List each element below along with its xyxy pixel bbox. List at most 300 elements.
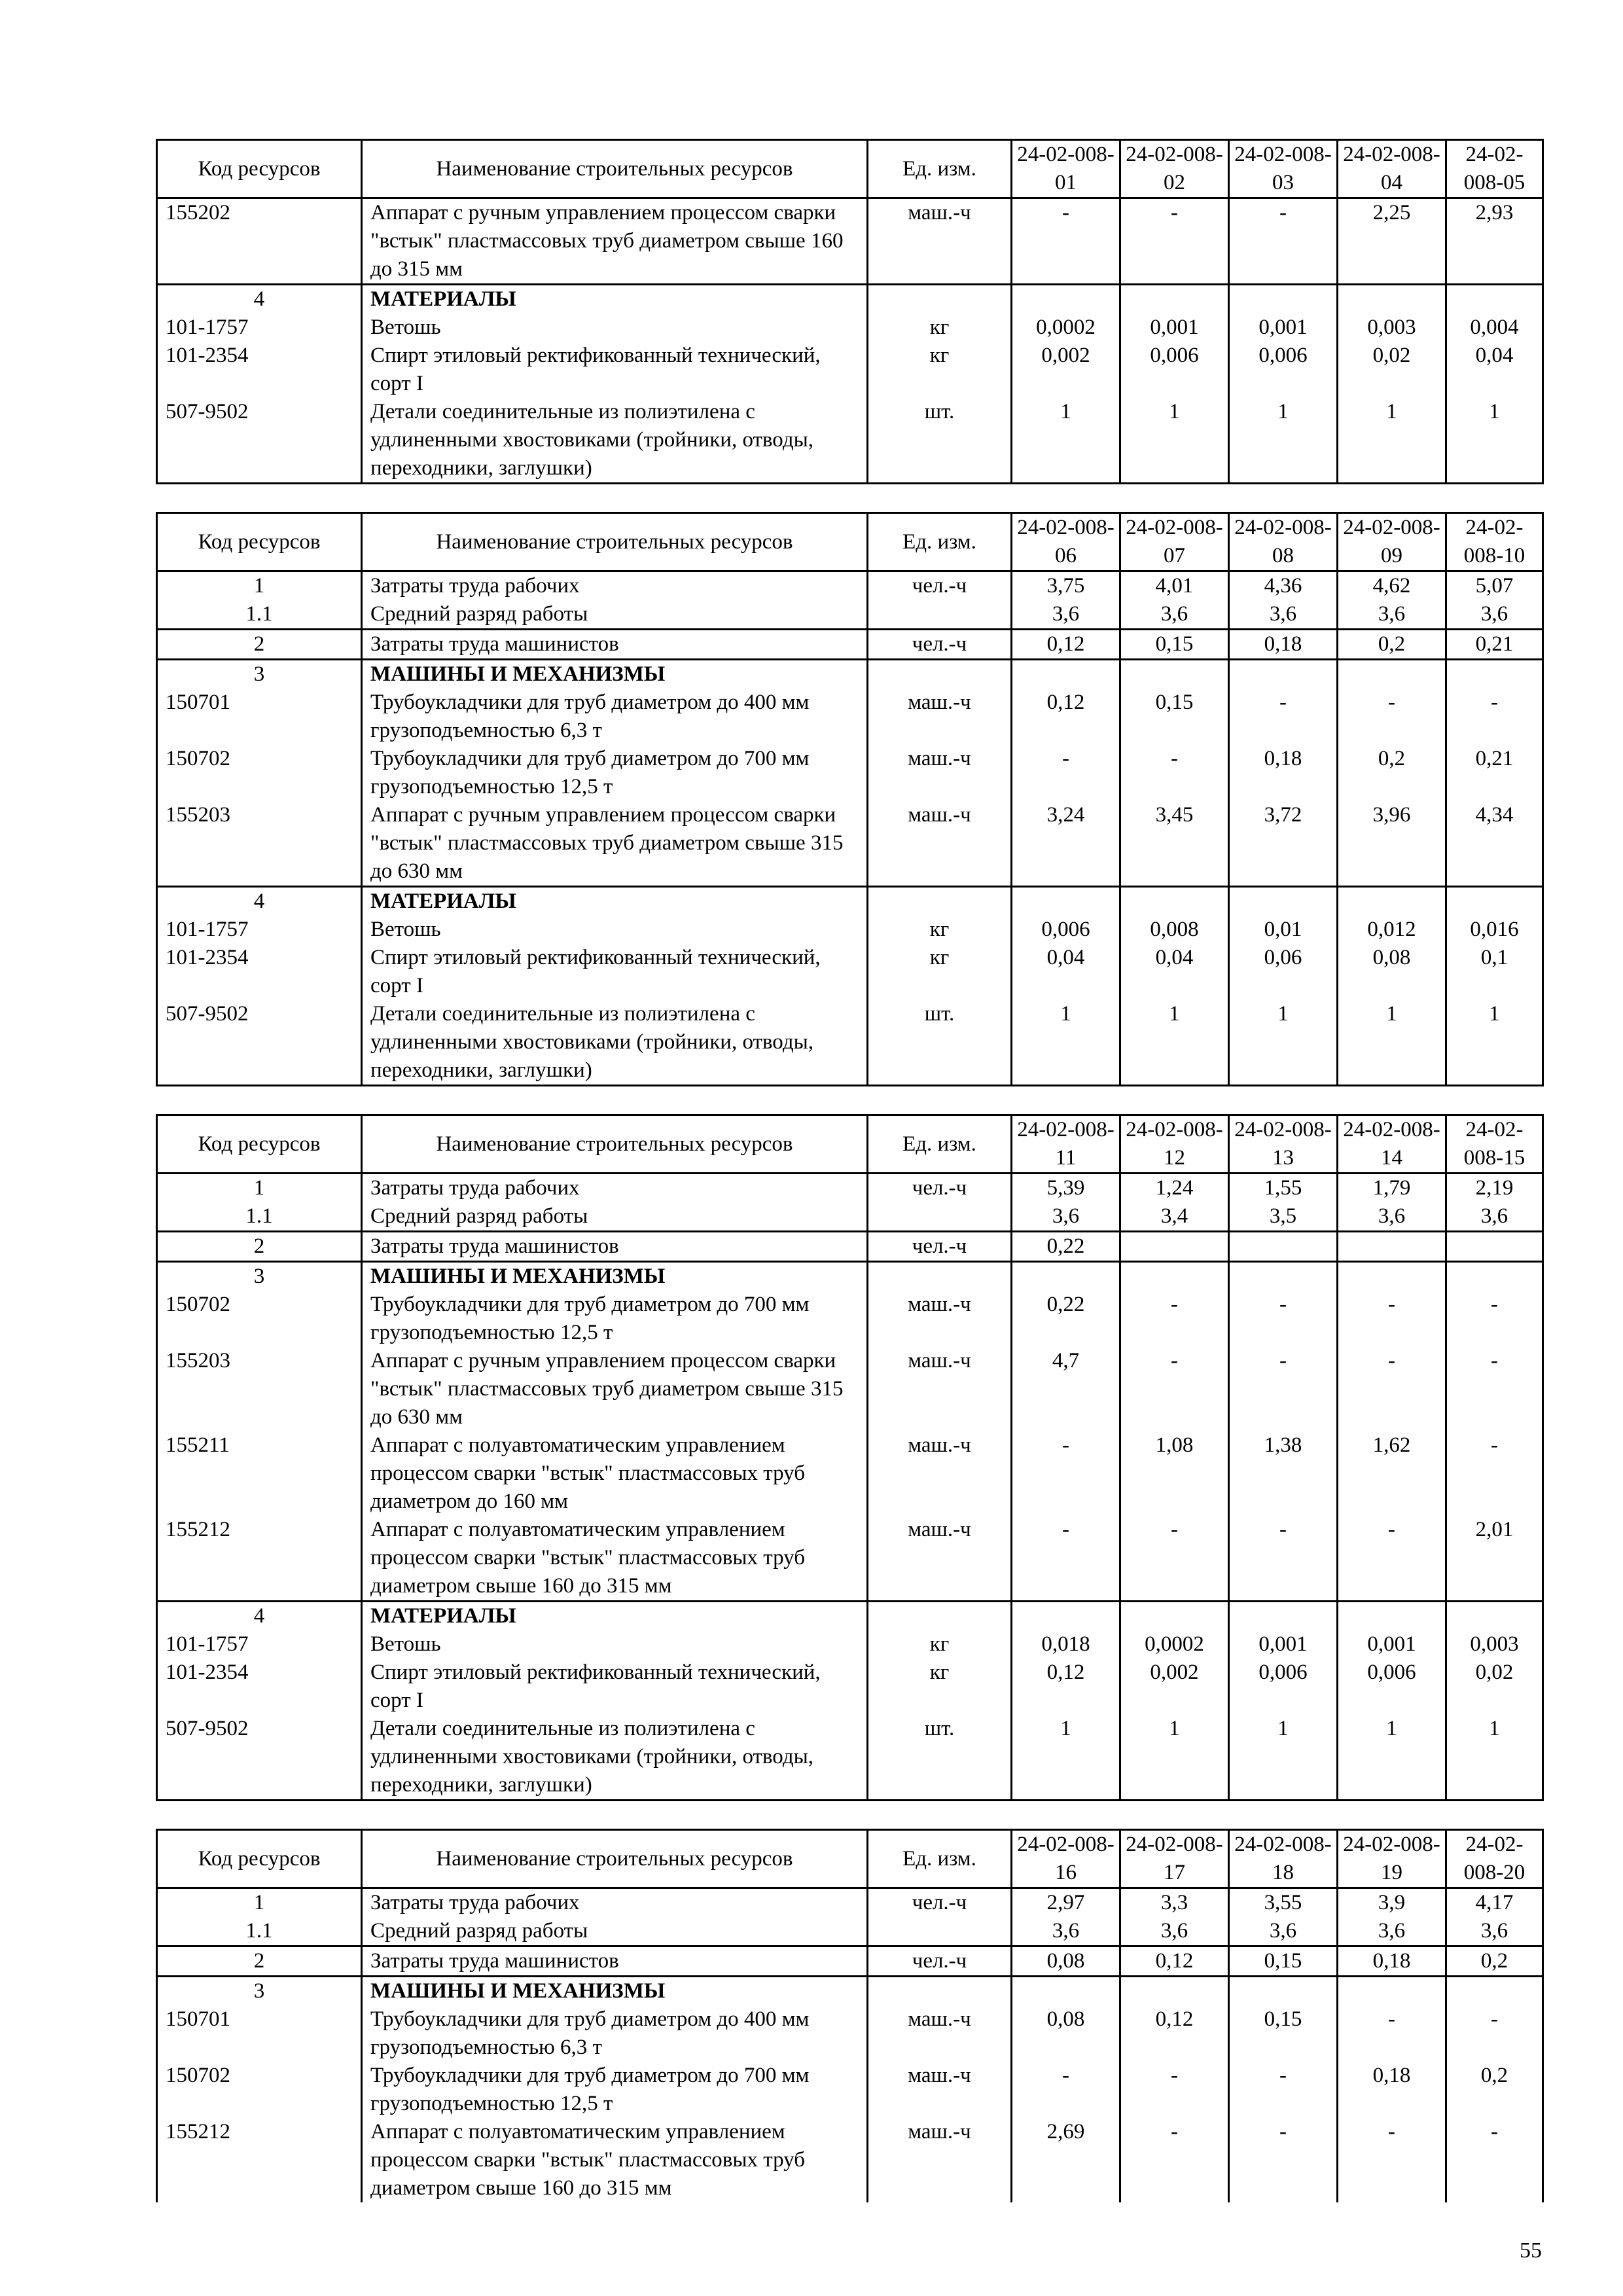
resource-value: - [1338, 1291, 1446, 1347]
resource-value: 3,75 [1012, 571, 1120, 601]
resource-value: 0,12 [1012, 630, 1120, 660]
resource-name: Ветошь [362, 1630, 868, 1659]
table-row [157, 660, 1543, 689]
resource-unit [868, 1977, 1012, 2006]
resource-value: 0,0002 [1012, 314, 1120, 342]
header-unit: Ед. изм. [868, 1830, 1012, 1888]
resource-value: 0,001 [1120, 314, 1229, 342]
resource-value: 1,24 [1120, 1174, 1229, 1203]
resource-value: 5,39 [1012, 1174, 1120, 1203]
resource-value: 1,79 [1338, 1174, 1446, 1203]
resource-value: 0,006 [1012, 916, 1120, 944]
resource-value: 4,7 [1012, 1347, 1120, 1431]
resource-name: Спирт этиловый ректификованный технический, сорт I [362, 342, 868, 398]
resource-value: 0,002 [1120, 1659, 1229, 1715]
resource-value: 3,24 [1012, 801, 1120, 887]
resource-value: 0,2 [1338, 745, 1446, 801]
table-row [157, 916, 1543, 944]
resource-name: Аппарат с ручным управлением процессом сварки "встык" пластмассовых труб диаметром свыше 315 до 630 мм [362, 1347, 868, 1431]
resource-value: - [1446, 1291, 1543, 1347]
resource-unit: кг [868, 1659, 1012, 1715]
header-unit: Ед. изм. [868, 1115, 1012, 1174]
resource-value: 0,003 [1338, 314, 1446, 342]
header-name: Наименование строительных ресурсов [362, 513, 868, 571]
resource-value: 0,2 [1446, 2062, 1543, 2118]
table-row [157, 2062, 1543, 2118]
resource-value [1229, 1977, 1338, 2006]
resource-value: 0,21 [1446, 630, 1543, 660]
resource-name: МАТЕРИАЛЫ [362, 1602, 868, 1631]
table-row [157, 1202, 1543, 1232]
resource-value [1338, 1602, 1446, 1631]
resource-value: 0,22 [1012, 1291, 1120, 1347]
resource-code: 507-9502 [157, 1000, 362, 1086]
resource-unit: маш.-ч [868, 2118, 1012, 2202]
table-row [157, 1659, 1543, 1715]
resource-value: 1 [1120, 1715, 1229, 1801]
resource-value: 0,12 [1012, 689, 1120, 745]
resource-value: 0,1 [1446, 944, 1543, 1000]
resource-unit: маш.-ч [868, 2005, 1012, 2062]
resource-unit: шт. [868, 398, 1012, 484]
table-row [157, 1347, 1543, 1431]
table-row [157, 944, 1543, 1000]
resource-value: 1 [1012, 1715, 1120, 1801]
resource-unit: чел.-ч [868, 1888, 1012, 1918]
resource-table [156, 1829, 1544, 2202]
table-row [157, 285, 1543, 314]
resource-value: - [1120, 1291, 1229, 1347]
table-row [157, 1946, 1543, 1977]
resource-code: 1.1 [157, 600, 362, 630]
resource-value [1338, 887, 1446, 916]
resource-code: 1.1 [157, 1202, 362, 1232]
header-norm-code: 24-02-008-13 [1229, 1115, 1338, 1174]
resource-unit: кг [868, 342, 1012, 398]
resource-value: 0,04 [1446, 342, 1543, 398]
table-row [157, 2118, 1543, 2202]
table-row [157, 314, 1543, 342]
resource-unit [868, 887, 1012, 916]
resource-table [156, 139, 1544, 484]
resource-value: - [1120, 1516, 1229, 1602]
resource-unit: маш.-ч [868, 801, 1012, 887]
resource-value [1120, 660, 1229, 689]
resource-value [1012, 285, 1120, 314]
header-norm-code: 24-02-008-19 [1338, 1830, 1446, 1888]
header-code: Код ресурсов [157, 1115, 362, 1174]
resource-name: Спирт этиловый ректификованный технический, сорт I [362, 944, 868, 1000]
resource-name: Трубоукладчики для труб диаметром до 700 мм грузоподъемностью 12,5 т [362, 1291, 868, 1347]
resource-value: 0,018 [1012, 1630, 1120, 1659]
resource-value: 0,15 [1120, 689, 1229, 745]
resource-value: 5,07 [1446, 571, 1543, 601]
resource-value: 2,93 [1446, 198, 1543, 285]
resource-value: 1,08 [1120, 1431, 1229, 1516]
resource-value: 3,72 [1229, 801, 1338, 887]
resource-value: 0,06 [1229, 944, 1338, 1000]
resource-value: 1 [1229, 1000, 1338, 1086]
resource-name: Затраты труда рабочих [362, 571, 868, 601]
resource-value: 0,2 [1338, 630, 1446, 660]
resource-code: 150701 [157, 689, 362, 745]
resource-value: 0,12 [1012, 1659, 1120, 1715]
resource-value: - [1338, 2118, 1446, 2202]
resource-name: Средний разряд работы [362, 1917, 868, 1946]
resource-value [1446, 285, 1543, 314]
header-norm-code: 24-02-008-07 [1120, 513, 1229, 571]
resource-value: 1 [1338, 1000, 1446, 1086]
resource-value: 3,6 [1012, 600, 1120, 630]
table-row [157, 1888, 1543, 1918]
resource-name: Средний разряд работы [362, 1202, 868, 1232]
resource-code: 150702 [157, 2062, 362, 2118]
resource-value: 1 [1446, 398, 1543, 484]
resource-unit [868, 1602, 1012, 1631]
resource-value: - [1446, 1431, 1543, 1516]
resource-unit: маш.-ч [868, 1347, 1012, 1431]
resource-value: - [1229, 1347, 1338, 1431]
resource-value: 0,001 [1338, 1630, 1446, 1659]
resource-value: - [1446, 2118, 1543, 2202]
resource-unit: маш.-ч [868, 1516, 1012, 1602]
resource-name: Аппарат с полуавтоматическим управлением процессом сварки "встык" пластмассовых труб диаметром свыше 160 до 315 мм [362, 1516, 868, 1602]
header-name: Наименование строительных ресурсов [362, 140, 868, 198]
resource-value: - [1229, 198, 1338, 285]
resource-code: 3 [157, 1262, 362, 1291]
resource-value: 0,08 [1338, 944, 1446, 1000]
resource-value [1012, 660, 1120, 689]
resource-code: 4 [157, 285, 362, 314]
resource-name: МАТЕРИАЛЫ [362, 285, 868, 314]
resource-value: 3,6 [1012, 1917, 1120, 1946]
resource-name: МАШИНЫ И МЕХАНИЗМЫ [362, 660, 868, 689]
resource-value: 0,08 [1012, 1946, 1120, 1977]
resource-value: - [1446, 689, 1543, 745]
resource-code: 101-2354 [157, 1659, 362, 1715]
resource-name: Детали соединительные из полиэтилена с удлиненными хвостовиками (тройники, отводы, переходники, заглушки) [362, 1715, 868, 1801]
resource-code: 1 [157, 571, 362, 601]
resource-value: 0,006 [1229, 1659, 1338, 1715]
resource-value: - [1338, 1347, 1446, 1431]
table-row [157, 1602, 1543, 1631]
header-norm-code: 24-02-008-18 [1229, 1830, 1338, 1888]
table-row [157, 745, 1543, 801]
table-row [157, 342, 1543, 398]
resource-value: 0,006 [1338, 1659, 1446, 1715]
header-code: Код ресурсов [157, 140, 362, 198]
resource-value: - [1229, 1291, 1338, 1347]
resource-value: - [1229, 1516, 1338, 1602]
resource-code: 101-2354 [157, 342, 362, 398]
resource-value [1120, 285, 1229, 314]
resource-value: 1 [1446, 1000, 1543, 1086]
header-norm-code: 24-02-008-17 [1120, 1830, 1229, 1888]
resource-unit [868, 1917, 1012, 1946]
resource-value: 1 [1120, 1000, 1229, 1086]
resource-name: Затраты труда рабочих [362, 1888, 868, 1918]
resource-value: 1 [1338, 398, 1446, 484]
resource-value [1338, 285, 1446, 314]
resource-value: 3,6 [1446, 600, 1543, 630]
header-unit: Ед. изм. [868, 513, 1012, 571]
resource-value: 3,9 [1338, 1888, 1446, 1918]
table-row [157, 571, 1543, 601]
table-header-row [157, 1115, 1543, 1174]
resource-unit: маш.-ч [868, 198, 1012, 285]
resource-code: 1 [157, 1174, 362, 1203]
resource-value: 1 [1338, 1715, 1446, 1801]
resource-unit: шт. [868, 1000, 1012, 1086]
resource-tables [156, 139, 1542, 2230]
header-norm-code: 24-02-008-04 [1338, 140, 1446, 198]
resource-value: - [1229, 2118, 1338, 2202]
resource-value: 3,5 [1229, 1202, 1338, 1232]
resource-unit: кг [868, 944, 1012, 1000]
resource-value: 0,15 [1229, 1946, 1338, 1977]
resource-value [1120, 1977, 1229, 2006]
resource-unit [868, 1262, 1012, 1291]
header-norm-code: 24-02-008-01 [1012, 140, 1120, 198]
resource-unit: кг [868, 314, 1012, 342]
resource-value: 2,69 [1012, 2118, 1120, 2202]
resource-code: 155203 [157, 1347, 362, 1431]
resource-name: МАТЕРИАЛЫ [362, 887, 868, 916]
resource-code: 155211 [157, 1431, 362, 1516]
header-norm-code: 24-02-008-12 [1120, 1115, 1229, 1174]
resource-value [1012, 887, 1120, 916]
resource-value: 0,04 [1012, 944, 1120, 1000]
table-header-row [157, 1830, 1543, 1888]
resource-value [1229, 660, 1338, 689]
resource-code: 3 [157, 660, 362, 689]
resource-name: Затраты труда машинистов [362, 630, 868, 660]
resource-value [1229, 887, 1338, 916]
resource-unit: чел.-ч [868, 1174, 1012, 1203]
resource-value: - [1012, 745, 1120, 801]
resource-value: 4,17 [1446, 1888, 1543, 1918]
header-norm-code: 24-02-008-09 [1338, 513, 1446, 571]
resource-value [1338, 1232, 1446, 1262]
resource-value: 4,34 [1446, 801, 1543, 887]
resource-name: Аппарат с ручным управлением процессом сварки "встык" пластмассовых труб диаметром свыше 160 до 315 мм [362, 198, 868, 285]
header-norm-code: 24-02-008-11 [1012, 1115, 1120, 1174]
resource-value: 0,003 [1446, 1630, 1543, 1659]
resource-value: 0,18 [1229, 630, 1338, 660]
resource-unit: чел.-ч [868, 1232, 1012, 1262]
resource-value: - [1338, 1516, 1446, 1602]
resource-code: 1 [157, 1888, 362, 1918]
resource-value: 0,18 [1338, 2062, 1446, 2118]
resource-code: 155212 [157, 1516, 362, 1602]
resource-value [1229, 1602, 1338, 1631]
table-row [157, 1000, 1543, 1086]
resource-value: - [1338, 689, 1446, 745]
header-norm-code: 24-02-008-05 [1446, 140, 1543, 198]
resource-value [1446, 660, 1543, 689]
resource-value [1338, 1977, 1446, 2006]
resource-value: 3,45 [1120, 801, 1229, 887]
resource-code: 155203 [157, 801, 362, 887]
resource-name: Аппарат с ручным управлением процессом сварки "встык" пластмассовых труб диаметром свыше 315 до 630 мм [362, 801, 868, 887]
resource-value: 0,012 [1338, 916, 1446, 944]
header-name: Наименование строительных ресурсов [362, 1830, 868, 1888]
resource-unit: маш.-ч [868, 1431, 1012, 1516]
resource-value: 0,016 [1446, 916, 1543, 944]
resource-value: 2,01 [1446, 1516, 1543, 1602]
resource-unit: кг [868, 1630, 1012, 1659]
resource-value: 0,001 [1229, 314, 1338, 342]
resource-value: 1,38 [1229, 1431, 1338, 1516]
resource-code: 101-1757 [157, 314, 362, 342]
resource-name: МАШИНЫ И МЕХАНИЗМЫ [362, 1262, 868, 1291]
resource-value [1446, 887, 1543, 916]
resource-value: 1 [1012, 398, 1120, 484]
header-norm-code: 24-02-008-03 [1229, 140, 1338, 198]
resource-value: 4,01 [1120, 571, 1229, 601]
resource-value [1446, 1232, 1543, 1262]
resource-code: 101-1757 [157, 916, 362, 944]
header-norm-code: 24-02-008-20 [1446, 1830, 1543, 1888]
resource-unit: чел.-ч [868, 630, 1012, 660]
header-norm-code: 24-02-008-16 [1012, 1830, 1120, 1888]
resource-unit: чел.-ч [868, 1946, 1012, 1977]
resource-name: МАШИНЫ И МЕХАНИЗМЫ [362, 1977, 868, 2006]
resource-code: 155202 [157, 198, 362, 285]
table-row [157, 689, 1543, 745]
resource-value [1229, 285, 1338, 314]
resource-value: 2,25 [1338, 198, 1446, 285]
resource-unit: чел.-ч [868, 571, 1012, 601]
resource-name: Затраты труда машинистов [362, 1946, 868, 1977]
resource-value: 0,001 [1229, 1630, 1338, 1659]
resource-table [156, 512, 1544, 1086]
resource-value: 1 [1446, 1715, 1543, 1801]
table-row [157, 600, 1543, 630]
resource-value: 0,12 [1120, 1946, 1229, 1977]
resource-code: 150701 [157, 2005, 362, 2062]
resource-name: Средний разряд работы [362, 600, 868, 630]
resource-value: - [1338, 2005, 1446, 2062]
resource-value: 1 [1229, 398, 1338, 484]
resource-unit: маш.-ч [868, 689, 1012, 745]
resource-value: - [1229, 689, 1338, 745]
table-row [157, 1977, 1543, 2006]
resource-value [1012, 1977, 1120, 2006]
resource-unit: маш.-ч [868, 1291, 1012, 1347]
resource-value: 0,12 [1120, 2005, 1229, 2062]
resource-value: 0,02 [1338, 342, 1446, 398]
header-norm-code: 24-02-008-14 [1338, 1115, 1446, 1174]
resource-code: 150702 [157, 745, 362, 801]
resource-code: 155212 [157, 2118, 362, 2202]
resource-value: 2,19 [1446, 1174, 1543, 1203]
resource-value: - [1120, 2062, 1229, 2118]
table-row [157, 887, 1543, 916]
header-norm-code: 24-02-008-08 [1229, 513, 1338, 571]
resource-name: Ветошь [362, 314, 868, 342]
resource-unit: маш.-ч [868, 2062, 1012, 2118]
resource-value [1338, 1262, 1446, 1291]
resource-value: 0,15 [1120, 630, 1229, 660]
page-number: 55 [1520, 2238, 1542, 2263]
resource-name: Ветошь [362, 916, 868, 944]
header-norm-code: 24-02-008-06 [1012, 513, 1120, 571]
table-row [157, 1715, 1543, 1801]
resource-value: - [1012, 1431, 1120, 1516]
resource-value: 3,96 [1338, 801, 1446, 887]
resource-value: - [1012, 1516, 1120, 1602]
resource-value [1120, 1262, 1229, 1291]
resource-value [1229, 1262, 1338, 1291]
resource-code: 4 [157, 1602, 362, 1631]
table-row [157, 1917, 1543, 1946]
resource-value: 3,6 [1338, 1917, 1446, 1946]
resource-value: 0,004 [1446, 314, 1543, 342]
table-row [157, 1262, 1543, 1291]
resource-code: 4 [157, 887, 362, 916]
resource-value: 3,6 [1120, 600, 1229, 630]
header-name: Наименование строительных ресурсов [362, 1115, 868, 1174]
table-row [157, 1516, 1543, 1602]
resource-value [1012, 1262, 1120, 1291]
resource-code: 3 [157, 1977, 362, 2006]
resource-code: 101-1757 [157, 1630, 362, 1659]
table-row [157, 801, 1543, 887]
resource-value: 0,04 [1120, 944, 1229, 1000]
resource-value: 0,008 [1120, 916, 1229, 944]
header-code: Код ресурсов [157, 513, 362, 571]
resource-value [1446, 1602, 1543, 1631]
resource-unit [868, 1202, 1012, 1232]
table-header-row [157, 513, 1543, 571]
table-row [157, 2005, 1543, 2062]
resource-code: 101-2354 [157, 944, 362, 1000]
resource-value: 3,6 [1446, 1917, 1543, 1946]
resource-value: 3,6 [1338, 600, 1446, 630]
resource-value [1120, 1602, 1229, 1631]
resource-name: Трубоукладчики для труб диаметром до 400 мм грузоподъемностью 6,3 т [362, 689, 868, 745]
table-header-row [157, 140, 1543, 198]
resource-value: 3,6 [1229, 1917, 1338, 1946]
resource-unit: маш.-ч [868, 745, 1012, 801]
table-row [157, 1630, 1543, 1659]
resource-value [1120, 1232, 1229, 1262]
resource-unit [868, 600, 1012, 630]
resource-value: 0,21 [1446, 745, 1543, 801]
resource-value: 0,002 [1012, 342, 1120, 398]
resource-code: 2 [157, 630, 362, 660]
header-code: Код ресурсов [157, 1830, 362, 1888]
resource-value: 1,62 [1338, 1431, 1446, 1516]
table-row [157, 630, 1543, 660]
resource-value [1338, 660, 1446, 689]
resource-name: Аппарат с полуавтоматическим управлением процессом сварки "встык" пластмассовых труб диаметром до 160 мм [362, 1431, 868, 1516]
resource-value: 0,006 [1120, 342, 1229, 398]
resource-code: 2 [157, 1946, 362, 1977]
resource-value: - [1012, 2062, 1120, 2118]
resource-code: 507-9502 [157, 398, 362, 484]
resource-code: 150702 [157, 1291, 362, 1347]
resource-value: 3,4 [1120, 1202, 1229, 1232]
resource-value: - [1446, 2005, 1543, 2062]
resource-value: 1 [1229, 1715, 1338, 1801]
resource-value: 3,55 [1229, 1888, 1338, 1918]
resource-value: 3,6 [1012, 1202, 1120, 1232]
resource-value: 0,18 [1229, 745, 1338, 801]
resource-unit [868, 285, 1012, 314]
resource-value: 0,0002 [1120, 1630, 1229, 1659]
